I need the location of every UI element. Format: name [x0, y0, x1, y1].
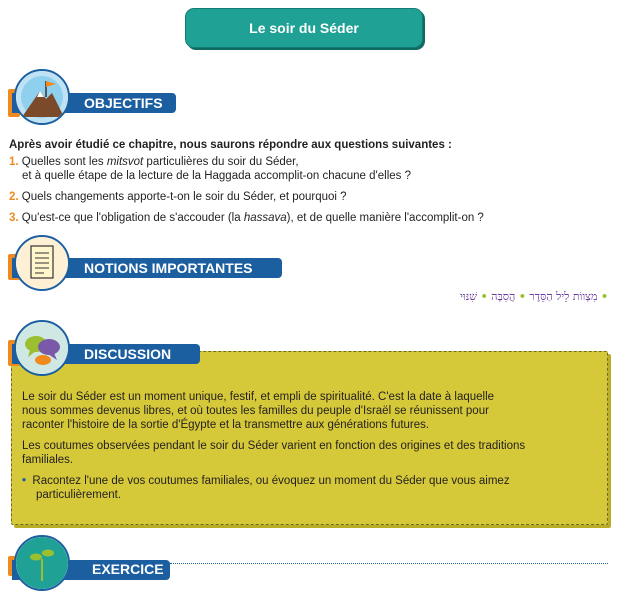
question-text: Qu'est-ce que l'obligation de s'accouder (la	[21, 212, 244, 224]
document-icon	[14, 235, 70, 291]
exercice-heading: EXERCICE 1	[92, 561, 164, 593]
question-text: Quelles sont les	[21, 156, 107, 168]
question-2	[9, 190, 347, 204]
speech-bubbles-icon	[14, 320, 70, 376]
discussion-heading: DISCUSSION	[84, 346, 172, 362]
separator-dot: •	[518, 290, 526, 303]
question-number: 2.	[9, 191, 19, 203]
notion-term: שִׁנּוּי	[460, 290, 478, 303]
chapter-title: Le soir du Séder	[249, 20, 359, 36]
discussion-bullet-item	[22, 474, 599, 488]
question-1-continued: et à quelle étape de la lecture de la Haggada accomplit-on chacune d'elles ?	[22, 170, 411, 182]
discussion-line: Le soir du Séder est un moment unique, festif, et empli de spiritualité. C'est la date à laquelle	[22, 391, 495, 403]
discussion-line: familiales.	[22, 454, 74, 466]
plant-icon	[14, 535, 70, 591]
question-text: particulières du soir du Séder,	[143, 156, 299, 168]
discussion-line: Les coutumes observées pendant le soir du Séder varient en fonction des origines et des traditions	[22, 440, 526, 452]
discussion-line: raconter l'histoire de la sortie d'Égypte et la transmettre aux générations futures.	[22, 419, 430, 431]
chapter-title-box	[185, 8, 423, 48]
notion-term: הֲסִבָּה	[491, 290, 516, 303]
question-number: 3.	[9, 212, 19, 224]
bullet-marker: •	[22, 475, 27, 487]
question-emphasis: mitsvot	[106, 156, 144, 168]
mountain-flag-icon	[14, 69, 70, 125]
discussion-line: particulièrement.	[36, 489, 122, 501]
question-emphasis: hassava	[243, 212, 287, 224]
notion-term: מִצְווֹת לֵיל הַסֵּדֶר	[529, 290, 598, 303]
question-3	[9, 211, 484, 225]
objectifs-heading: OBJECTIFS	[84, 95, 163, 111]
question-number: 1.	[9, 156, 19, 168]
question-text: Quels changements apporte-t-on le soir du Séder, et pourquoi ?	[21, 191, 347, 203]
notions-heading: NOTIONS IMPORTANTES	[84, 260, 253, 276]
question-1	[9, 155, 299, 169]
question-text: ), et de quelle manière l'accomplit-on ?	[286, 212, 484, 224]
notions-terms	[460, 290, 608, 303]
separator-dot: •	[600, 290, 608, 303]
separator-dot: •	[480, 290, 488, 303]
discussion-line: Racontez l'une de vos coutumes familiales, ou évoquez un moment du Séder que vous aimez	[32, 475, 510, 487]
objectifs-intro: Après avoir étudié ce chapitre, nous saurons répondre aux questions suivantes :	[9, 139, 452, 151]
discussion-line: nous sommes devenus libres, et où toutes les familles du peuple d'Israël se réunissent pour	[22, 405, 489, 417]
section-divider	[170, 563, 608, 564]
